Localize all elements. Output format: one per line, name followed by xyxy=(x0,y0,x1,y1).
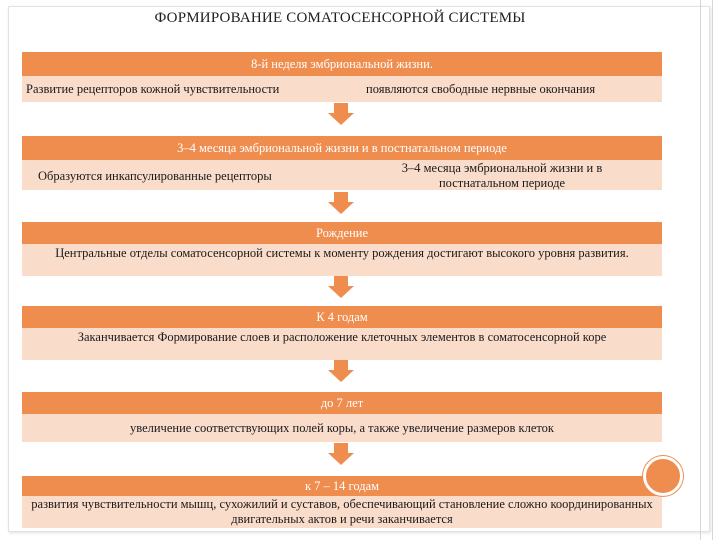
stage-2-box xyxy=(22,160,662,190)
decorative-circle xyxy=(643,456,683,496)
right-border-line-outer xyxy=(712,0,713,540)
stage-4-text: Заканчивается Формирование слоев и расположение клеточных элементов в соматосенсорной коре xyxy=(77,330,607,344)
stage-3-heading: Рождение xyxy=(22,222,662,244)
arrow-down-2 xyxy=(328,192,354,214)
stage-1-box xyxy=(22,76,662,102)
stage-2-right-text: 3–4 месяца эмбриональной жизни и в постнатальном периоде xyxy=(401,161,603,190)
stage-6-box xyxy=(22,496,662,528)
arrow-down-4 xyxy=(328,360,354,382)
stage-5-box xyxy=(22,414,662,442)
stage-4-heading: К 4 годам xyxy=(22,306,662,328)
stage-3-text: Центральные отделы соматосенсорной системы к моменту рождения достигают высокого уровня развития. xyxy=(55,246,629,260)
stage-1-left-text: Развитие рецепторов кожной чувствительности xyxy=(26,82,280,96)
stage-1-heading: 8-й неделя эмбриональной жизни. xyxy=(22,52,662,76)
stage-4-box xyxy=(22,328,662,360)
stage-5-text: увеличение соответствующих полей коры, а также увеличение размеров клеток xyxy=(129,421,555,435)
right-border-line xyxy=(700,0,701,540)
arrow-down-1 xyxy=(328,103,354,125)
stage-2-heading: 3–4 месяца эмбриональной жизни и в постнатальном периоде xyxy=(22,136,662,160)
stage-6-text: развития чувствительности мышц, сухожилий и суставов, обеспечивающий становление сложно координированных двигательных актов и речи заканчивается xyxy=(31,497,653,526)
arrow-down-5 xyxy=(328,443,354,465)
slide-title: ФОРМИРОВАНИЕ СОМАТОСЕНСОРНОЙ СИСТЕМЫ xyxy=(154,10,526,26)
stage-5-heading: до 7 лет xyxy=(22,392,662,414)
stage-1-right-text: появляются свободные нервные окончания xyxy=(366,82,596,96)
stage-6-heading: к 7 – 14 годам xyxy=(22,476,662,496)
stage-3-box xyxy=(22,244,662,276)
stage-2-left-text: Образуются инкапсулированные рецепторы xyxy=(38,169,272,183)
arrow-down-3 xyxy=(328,276,354,298)
